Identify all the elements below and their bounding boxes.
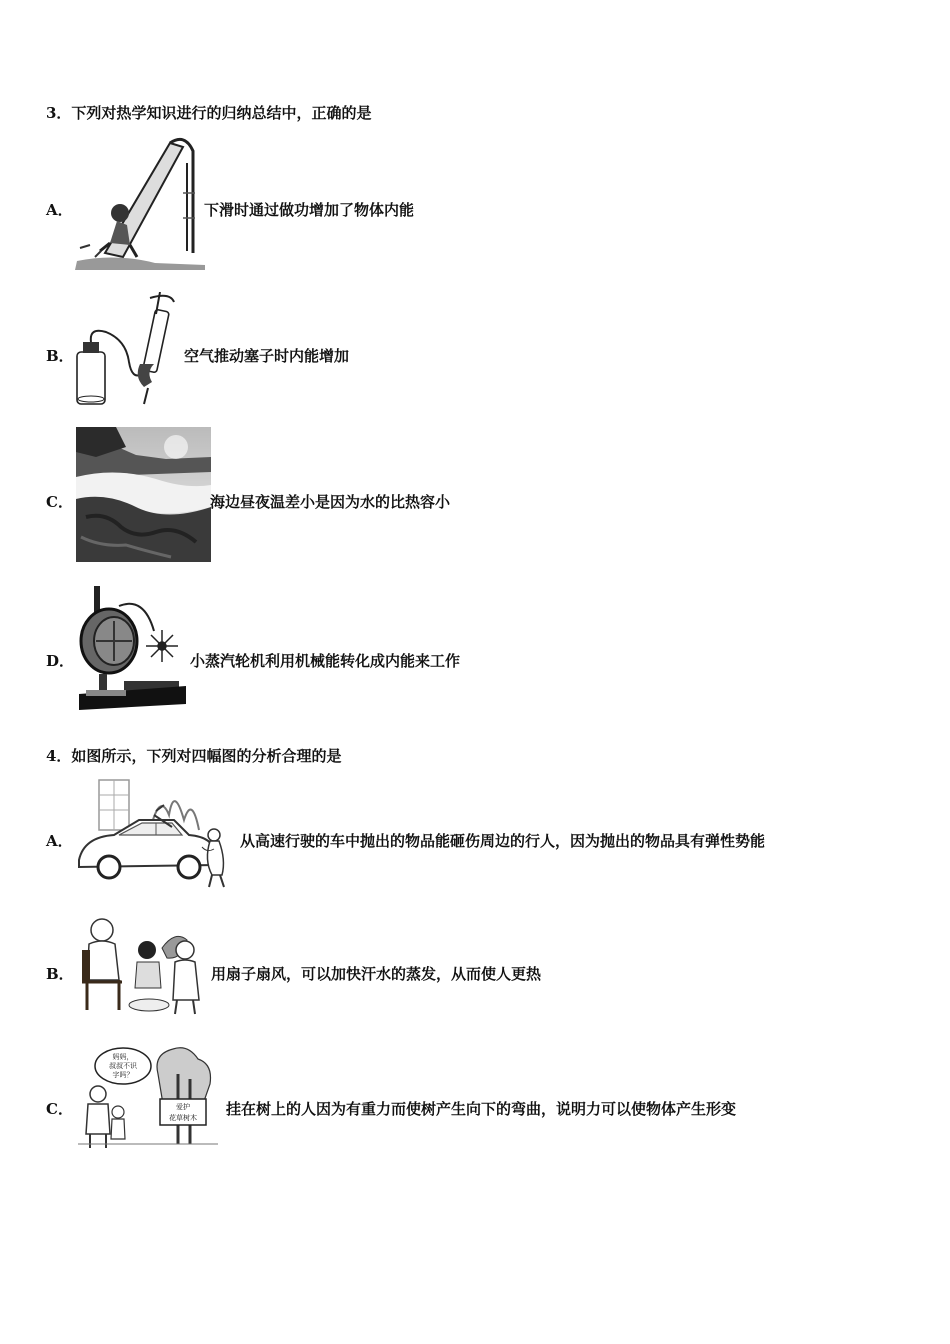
q4-option-c-text: 挂在树上的人因为有重力而使树产生向下的弯曲，说明力可以使物体产生形变 [226,1100,737,1118]
q4-option-b-letter: B． [46,965,74,983]
bottle-stopper-pump-illustration [74,292,186,407]
q3-option-a-text: 下滑时通过做功增加了物体内能 [204,201,415,219]
q3-option-a-letter: A． [46,201,73,219]
steam-turbine-photo [74,586,189,711]
slide-illustration [75,133,205,270]
question-4-stem: 4．如图所示，下列对四幅图的分析合理的是 [46,747,342,765]
svg-text:叔叔不识: 叔叔不识 [109,1062,137,1070]
svg-text:字吗？: 字吗？ [112,1071,134,1079]
q3-option-b-letter: B． [46,347,74,365]
q3-option-d-text: 小蒸汽轮机利用机械能转化成内能来工作 [190,652,461,670]
svg-text:爱护: 爱护 [176,1103,190,1111]
svg-text:花草树木: 花草树木 [169,1114,197,1122]
car-throwing-illustration [74,775,239,890]
q4-option-a-text: 从高速行驶的车中抛出的物品能砸伤周边的行人，因为抛出的物品具有弹性势能 [240,832,766,850]
q3-option-c-letter: C． [46,493,73,511]
q3-option-b-text: 空气推动塞子时内能增加 [184,347,350,365]
q3-option-c-text: 海边昼夜温差小是因为水的比热容小 [210,493,451,511]
svg-text:妈妈，: 妈妈， [112,1053,134,1061]
q4-option-a-letter: A． [46,832,73,850]
q3-option-d-letter: D． [46,652,75,670]
fan-people-illustration [77,910,209,1015]
tree-sign-illustration [78,1044,218,1149]
q4-option-c-letter: C． [46,1100,73,1118]
q4-option-b-text: 用扇子扇风，可以加快汗水的蒸发，从而使人更热 [211,965,542,983]
seaside-photo [76,427,211,562]
question-3-stem: 3．下列对热学知识进行的归纳总结中，正确的是 [46,104,372,122]
